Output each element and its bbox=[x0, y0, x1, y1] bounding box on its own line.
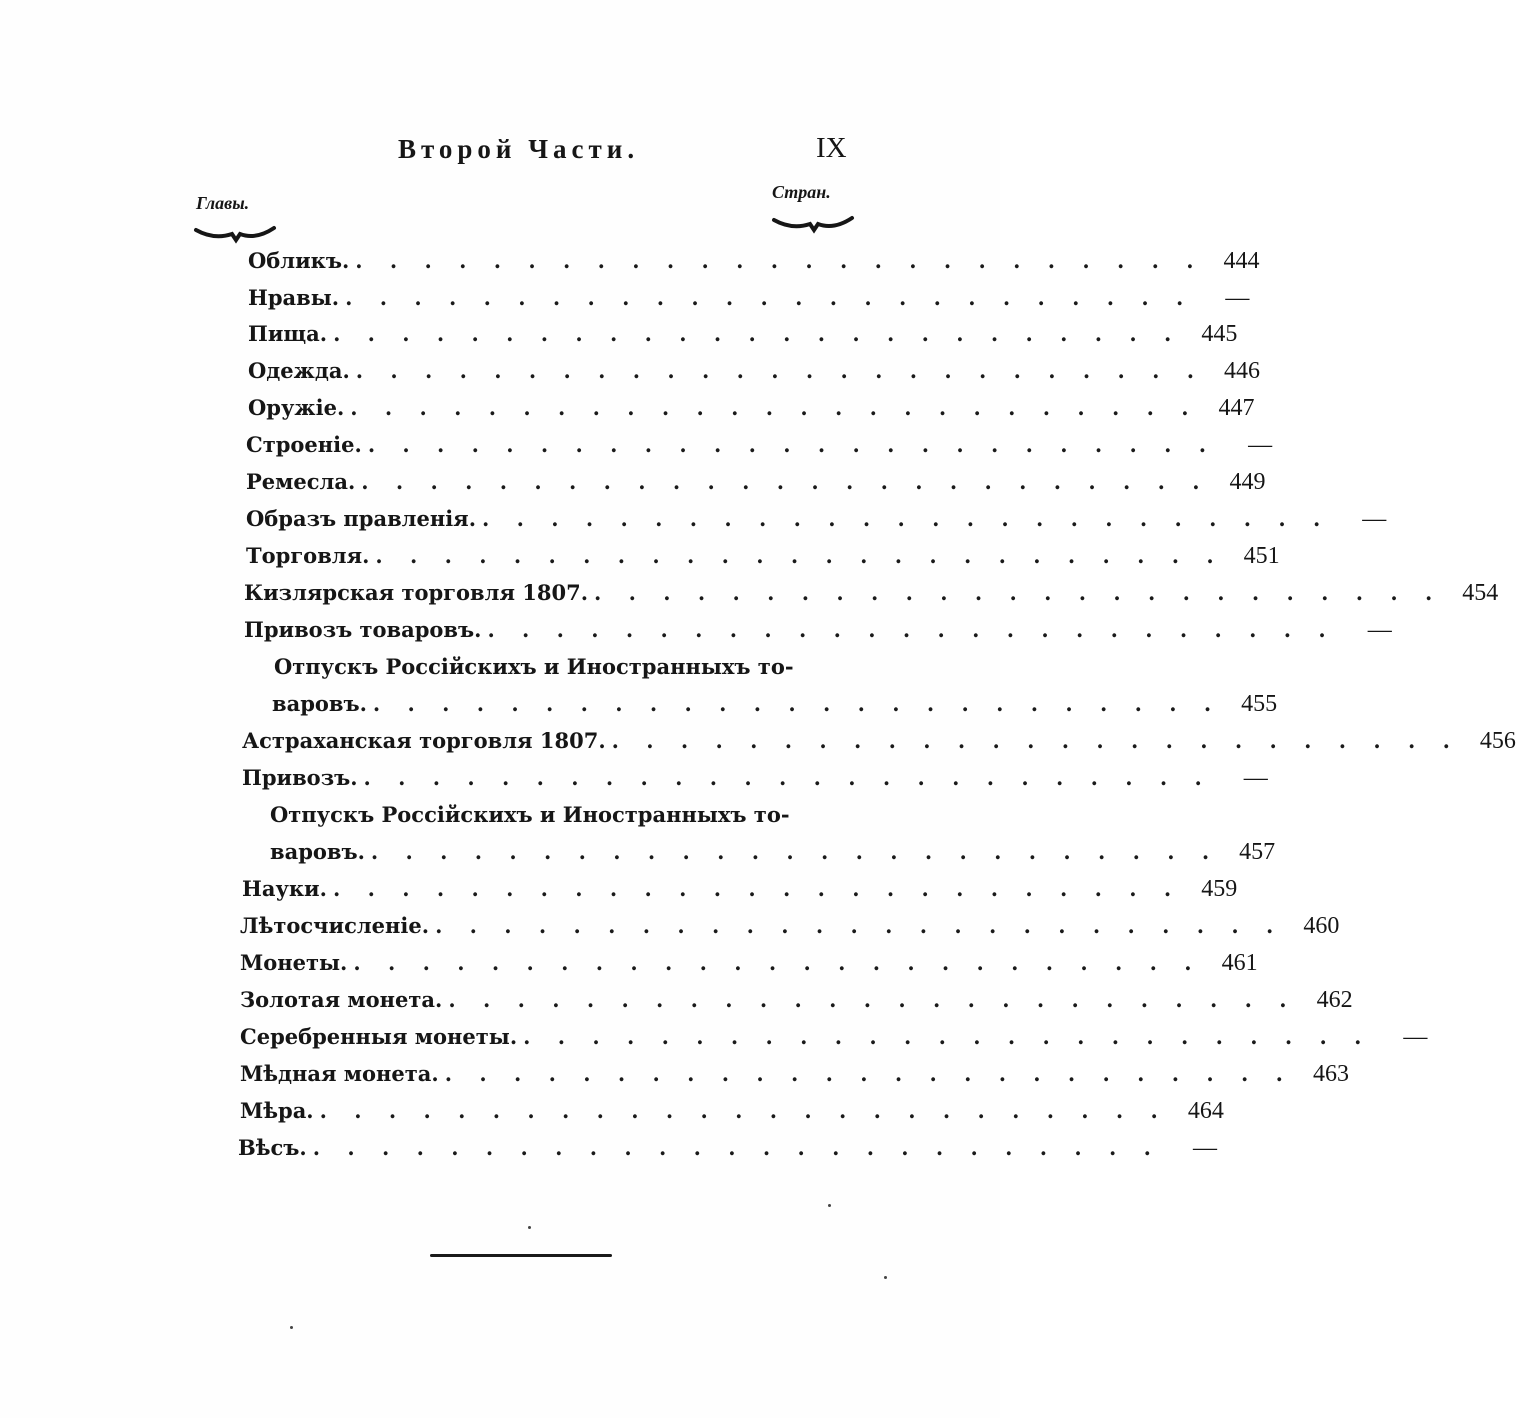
toc-entry-page: 447 bbox=[1218, 395, 1255, 421]
toc-entry-title: Астраханская торговля 1807. bbox=[242, 728, 606, 753]
toc-entry-title: Ремесла. bbox=[246, 469, 356, 494]
ink-speck bbox=[528, 1226, 531, 1229]
toc-entry-page: — bbox=[1243, 765, 1268, 791]
toc-entry-page: — bbox=[1248, 432, 1273, 458]
toc-entry bbox=[272, 691, 1278, 727]
leader-dots: . . . . . . . . . . . . . . . . . . . . . . . . . bbox=[350, 395, 1199, 420]
toc-entry bbox=[246, 469, 1266, 505]
toc-entry bbox=[248, 358, 1261, 394]
leader-dots: . . . . . . . . . . . . . . . . . . . . . . . . . bbox=[319, 1098, 1168, 1123]
leader-dots: . . . . . . . . . . . . . . . . . . . . . . . . . bbox=[367, 432, 1217, 457]
toc-entry-continued bbox=[270, 802, 848, 838]
leader-dots: . . . . . . . . . . . . . . . . . . . . . . . . . bbox=[523, 1024, 1372, 1049]
leader-dots: . . . . . . . . . . . . . . . . . . . . . . . . . bbox=[435, 913, 1284, 938]
toc-entry-page: 457 bbox=[1239, 839, 1276, 865]
toc-entry-page: 464 bbox=[1187, 1098, 1224, 1124]
heading-ornament-left bbox=[194, 222, 276, 244]
toc-entry bbox=[244, 617, 1392, 653]
toc-entry bbox=[238, 1135, 1217, 1171]
toc-entry-title: Мѣдная монета. bbox=[240, 1061, 439, 1086]
toc-entry-title: Отпускъ Россійскихъ и Иностранныхъ то- bbox=[270, 802, 790, 827]
toc-entry-title: Оружіе. bbox=[248, 395, 345, 420]
toc-entry bbox=[242, 728, 1516, 764]
closing-rule bbox=[430, 1254, 612, 1257]
toc-entry-title: Мѣра. bbox=[240, 1098, 314, 1123]
toc-entry-title: варовъ. bbox=[272, 691, 367, 716]
leader-dots: . . . . . . . . . . . . . . . . . . . . . . . . . bbox=[444, 1061, 1293, 1086]
toc-entry-continued bbox=[274, 654, 854, 690]
toc-entry-page: — bbox=[1362, 506, 1387, 532]
toc-entry-page: 459 bbox=[1201, 876, 1238, 902]
leader-dots: . . . . . . . . . . . . . . . . . . . . . . . . . bbox=[363, 765, 1212, 790]
toc-entry-page: — bbox=[1367, 617, 1392, 643]
toc-entry-page: 455 bbox=[1241, 691, 1278, 717]
toc-entry-title: Пища. bbox=[248, 321, 328, 346]
toc-entry-title: Привозъ. bbox=[242, 765, 358, 790]
toc-entry-page: 463 bbox=[1312, 1061, 1349, 1087]
toc-entry bbox=[240, 913, 1340, 949]
toc-entry-title: Золотая монета. bbox=[240, 987, 443, 1012]
toc-entry-page: 461 bbox=[1221, 950, 1258, 976]
toc-entry-title: Кизлярская торговля 1807. bbox=[244, 580, 589, 605]
ink-speck bbox=[884, 1276, 887, 1279]
ink-speck bbox=[828, 1204, 831, 1207]
chapters-column-heading: Главы. bbox=[196, 193, 250, 213]
ink-speck bbox=[290, 1326, 293, 1329]
leader-dots: . . . . . . . . . . . . . . . . . . . . . . . . . bbox=[353, 950, 1202, 975]
toc-entry bbox=[248, 248, 1260, 284]
toc-entry-page: 460 bbox=[1303, 913, 1340, 939]
toc-entry bbox=[246, 506, 1387, 542]
leader-dots: . . . . . . . . . . . . . . . . . . . . . . . . . bbox=[312, 1135, 1161, 1160]
toc-entry-title: Нравы. bbox=[248, 285, 340, 310]
leader-dots: . . . . . . . . . . . . . . . . . . . . . . . . . bbox=[370, 839, 1220, 864]
leader-dots: . . . . . . . . . . . . . . . . . . . . . . . . . bbox=[375, 543, 1224, 568]
leader-dots: . . . . . . . . . . . . . . . . . . . . . . . . . bbox=[345, 285, 1194, 310]
toc-entry-title: Одежда. bbox=[248, 358, 350, 383]
toc-entry-title: Вѣсъ. bbox=[238, 1135, 307, 1160]
toc-entry-title: Торговля. bbox=[246, 543, 370, 568]
toc-entry-title: Серебренныя монеты. bbox=[240, 1024, 518, 1049]
toc-entry bbox=[246, 432, 1273, 468]
toc-entry-page: 446 bbox=[1224, 358, 1261, 384]
toc-entry-title: Привозъ товаровъ. bbox=[244, 617, 482, 642]
toc-entry bbox=[240, 1061, 1349, 1097]
toc-entry-page: 445 bbox=[1201, 321, 1238, 347]
toc-entry-title: Образъ правленія. bbox=[246, 506, 477, 531]
toc-entry-title: Отпускъ Россійскихъ и Иностранныхъ то- bbox=[274, 654, 794, 679]
toc-entry-title: Строеніе. bbox=[246, 432, 362, 457]
toc-entry bbox=[248, 285, 1250, 321]
toc-entry bbox=[270, 839, 1276, 875]
leader-dots: . . . . . . . . . . . . . . . . . . . . . . . . . bbox=[355, 358, 1205, 383]
toc-entry bbox=[246, 543, 1280, 579]
toc-entry bbox=[242, 765, 1268, 801]
toc-entry bbox=[242, 876, 1238, 912]
toc-entry-title: Монеты. bbox=[240, 950, 348, 975]
toc-entry-title: Науки. bbox=[242, 876, 327, 901]
toc-entry-page: 451 bbox=[1243, 543, 1280, 569]
toc-entry bbox=[240, 950, 1258, 986]
toc-entry bbox=[244, 580, 1499, 616]
page-folio: IX bbox=[816, 132, 847, 164]
toc-entry bbox=[240, 1024, 1428, 1060]
toc-entry-title: варовъ. bbox=[270, 839, 365, 864]
leader-dots: . . . . . . . . . . . . . . . . . . . . . . . . . bbox=[594, 580, 1443, 605]
toc-entry-page: 462 bbox=[1316, 987, 1353, 1013]
toc-entry-title: Обликъ. bbox=[248, 248, 350, 273]
toc-entry-page: — bbox=[1403, 1024, 1428, 1050]
leader-dots: . . . . . . . . . . . . . . . . . . . . . . . . . bbox=[333, 321, 1182, 346]
leader-dots: . . . . . . . . . . . . . . . . . . . . . . . . . bbox=[482, 506, 1331, 531]
toc-entry-page: 444 bbox=[1223, 248, 1260, 274]
toc-entry bbox=[248, 395, 1255, 431]
heading-ornament-right bbox=[772, 212, 854, 234]
pages-column-heading: Стран. bbox=[772, 182, 831, 202]
toc-entry bbox=[240, 987, 1353, 1023]
leader-dots: . . . . . . . . . . . . . . . . . . . . . . . . . bbox=[487, 617, 1336, 642]
leader-dots: . . . . . . . . . . . . . . . . . . . . . . . . . bbox=[611, 728, 1460, 753]
leader-dots: . . . . . . . . . . . . . . . . . . . . . . . . . bbox=[448, 987, 1297, 1012]
toc-entry-page: 449 bbox=[1229, 469, 1266, 495]
toc-entry-page: 456 bbox=[1479, 728, 1516, 754]
toc-entry-page: — bbox=[1225, 285, 1250, 311]
toc-entry bbox=[248, 321, 1238, 357]
leader-dots: . . . . . . . . . . . . . . . . . . . . . . . . . bbox=[372, 691, 1222, 716]
toc-entry-page: — bbox=[1192, 1135, 1217, 1161]
leader-dots: . . . . . . . . . . . . . . . . . . . . . . . . . bbox=[332, 876, 1182, 901]
leader-dots: . . . . . . . . . . . . . . . . . . . . . . . . . bbox=[361, 469, 1210, 494]
running-title: Второй Части. bbox=[398, 134, 640, 164]
toc-entry-title: Лѣтосчисленіе. bbox=[240, 913, 430, 938]
leader-dots: . . . . . . . . . . . . . . . . . . . . . . . . . bbox=[355, 248, 1204, 273]
toc-entry bbox=[240, 1098, 1224, 1134]
toc-entry-page: 454 bbox=[1462, 580, 1499, 606]
